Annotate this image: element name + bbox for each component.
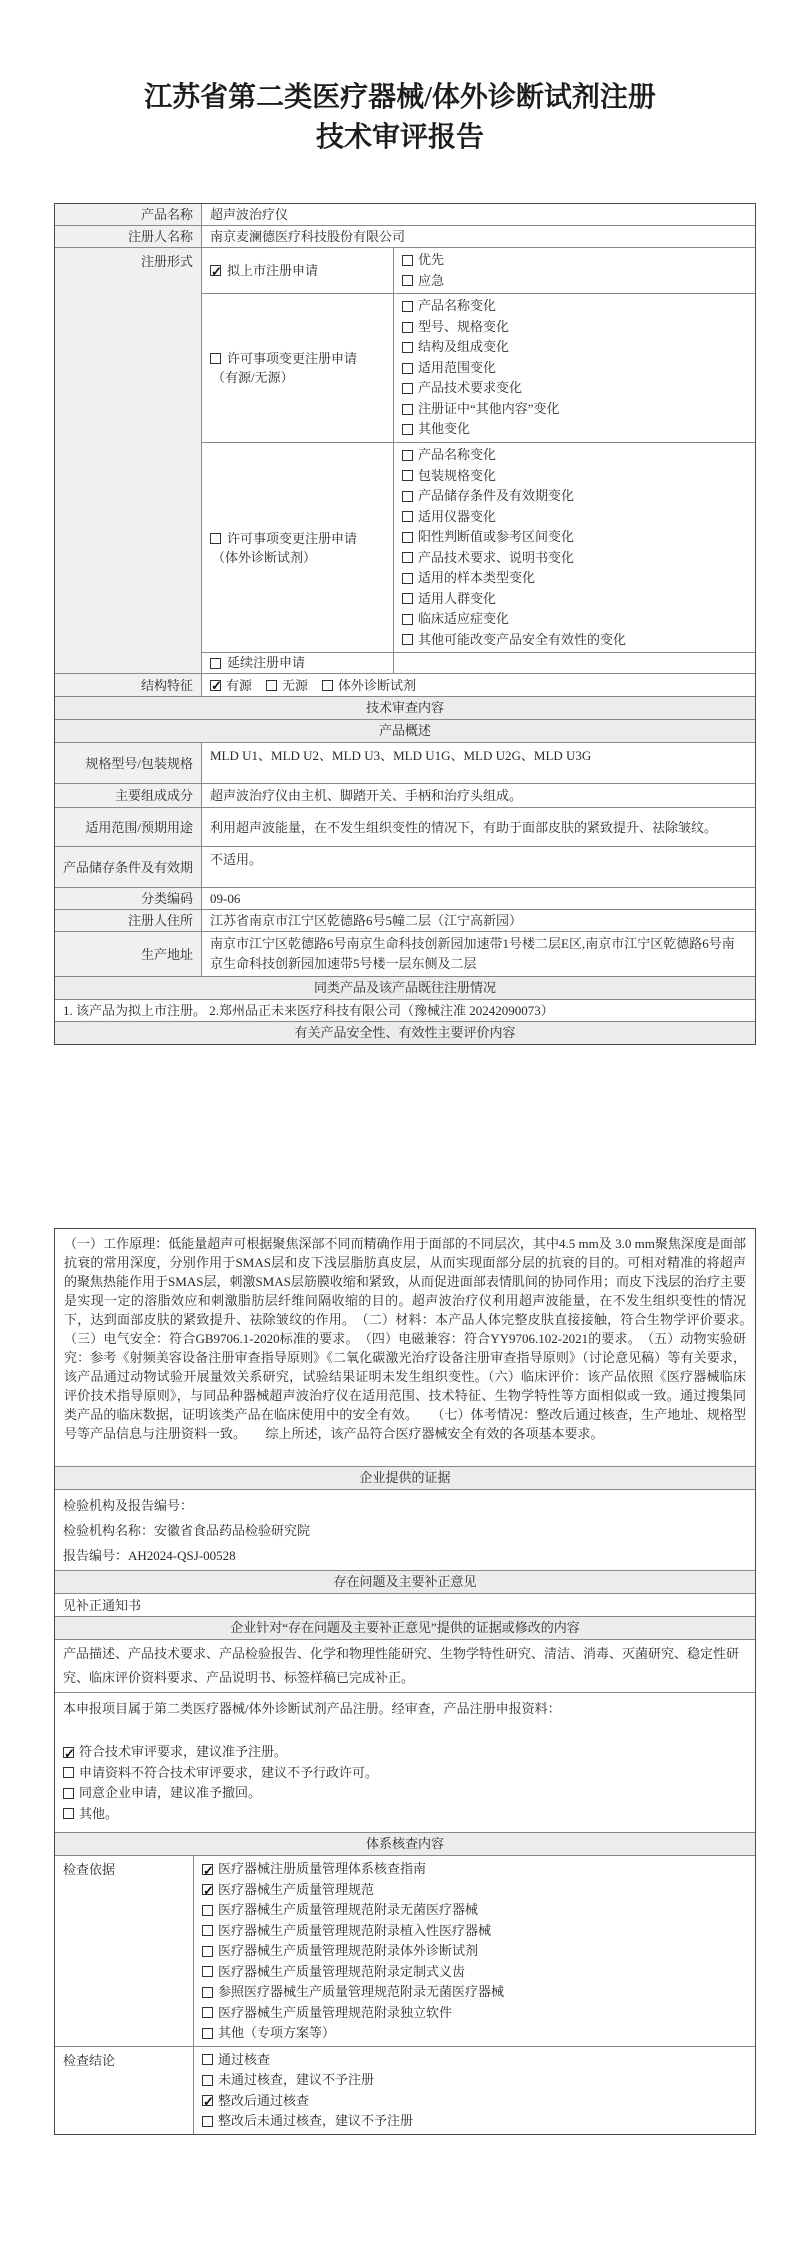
registration-info-table: [54, 203, 756, 1045]
section-header-issues: 存在问题及主要补正意见: [55, 1571, 755, 1593]
checkbox-option: [63, 1804, 747, 1825]
checkbox-label: 其他变化: [418, 421, 471, 437]
inspection-basis-label: 检查依据: [55, 1856, 194, 2046]
checkbox[interactable]: [402, 322, 413, 333]
evaluation-table: [54, 1228, 773, 2135]
reg-form-new-main: [202, 248, 394, 293]
section-header-system-inspection: 体系核查内容: [55, 1833, 755, 1855]
review-decision-intro: 本申报项目属于第二类医疗器械/体外诊断试剂产品注册。经审查，产品注册申报资料：: [63, 1701, 561, 1716]
checkbox[interactable]: [322, 680, 333, 691]
checkbox-label: 医疗器械生产质量管理规范: [218, 1881, 375, 1897]
checkbox-option: [402, 630, 747, 651]
reg-form-row-change-active: [202, 294, 755, 443]
inspection-basis-options: [194, 1856, 755, 2046]
production-address-label: 生产地址: [55, 932, 202, 976]
checkbox[interactable]: [202, 2075, 213, 2086]
class-code-value: 09-06: [210, 891, 241, 906]
checkbox[interactable]: [63, 1788, 74, 1799]
checkbox-label: 许可事项变更注册申请: [227, 530, 358, 546]
checkbox-label: 阳性判断值或参考区间变化: [418, 529, 575, 544]
table-row-inspection-info: [55, 1490, 755, 1571]
checkbox-label: 医疗器械生产质量管理规范附录植入性医疗器械: [218, 1922, 492, 1938]
reg-form-renewal-options: [394, 653, 755, 673]
table-row-spec: [55, 743, 755, 784]
structure-label: 结构特征: [55, 674, 202, 696]
checkbox[interactable]: [402, 552, 413, 563]
checkbox[interactable]: [402, 404, 413, 415]
checkbox-label: 产品技术要求、说明书变化: [418, 549, 575, 565]
page-title-line2: 技术审评报告: [315, 122, 484, 153]
checkbox-option: [402, 317, 747, 338]
checkbox-option: [402, 527, 747, 548]
checkbox[interactable]: [402, 275, 413, 286]
checkbox[interactable]: [402, 491, 413, 502]
structure-options: [202, 674, 755, 696]
checkbox-label: 临床适应症变化: [418, 611, 510, 626]
checkbox-option: [63, 1763, 747, 1784]
section-header-enterprise-response: 企业针对“存在问题及主要补正意见”提供的证据或修改的内容: [55, 1617, 755, 1639]
checkbox-option: [63, 1783, 747, 1804]
inspection-conclusion-label: 检查结论: [55, 2047, 194, 2134]
table-row-production-address: [55, 932, 755, 977]
issues-value: 见补正通知书: [63, 1597, 142, 1613]
checkbox-option: [202, 1962, 747, 1983]
checkbox-label: 医疗器械生产质量管理规范附录体外诊断试剂: [218, 1943, 479, 1958]
checkbox-label: 无源: [282, 677, 309, 693]
section-header-row: [55, 1467, 755, 1490]
section-header-enterprise-evidence: 企业提供的证据: [55, 1467, 755, 1489]
checkbox[interactable]: [210, 680, 221, 691]
review-decision-cell: [55, 1693, 755, 1832]
checkbox-label: 未通过核查，建议不予注册: [218, 2072, 375, 2087]
inspection-conclusion-options: [194, 2047, 755, 2134]
checkbox[interactable]: [402, 301, 413, 312]
checkbox-label: 同意企业申请，建议准予撤回。: [79, 1785, 262, 1800]
reg-form-change-ivd-main: [202, 443, 394, 652]
checkbox-option: [202, 1921, 747, 1942]
checkbox[interactable]: [402, 450, 413, 461]
product-name-value: 超声波治疗仪: [210, 207, 289, 222]
checkbox[interactable]: [402, 593, 413, 604]
section-header-technical-review: 技术审查内容: [55, 697, 755, 719]
checkbox[interactable]: [210, 353, 221, 364]
checkbox-option: [202, 1880, 747, 1901]
checkbox[interactable]: [402, 634, 413, 645]
checkbox-label: 适用的样本类型变化: [418, 570, 536, 585]
registration-form-subtable: [202, 248, 755, 673]
checkbox-label: 体外诊断试剂: [338, 677, 417, 693]
reg-form-new-options: [394, 248, 755, 293]
inspection-report-number-label: 检验机构及报告编号：: [63, 1498, 194, 1513]
checkbox-option: [402, 568, 747, 589]
checkbox-option: [322, 677, 416, 694]
page-title: [0, 78, 800, 158]
page-title-line1: 江苏省第二类医疗器械/体外诊断试剂注册: [144, 82, 656, 113]
checkbox-label: 申请资料不符合技术审评要求，建议不予行政许可。: [79, 1764, 379, 1780]
scope-label: 适用范围/预期用途: [55, 808, 202, 846]
checkbox[interactable]: [202, 2095, 213, 2106]
checkbox-option: [202, 2003, 747, 2024]
checkbox[interactable]: [402, 363, 413, 374]
checkbox-option: [402, 419, 747, 440]
storage-label: 产品储存条件及有效期: [55, 847, 202, 887]
reg-form-change-active-main: [202, 294, 394, 442]
checkbox-label: 符合技术审评要求，建议准予注册。: [79, 1744, 288, 1759]
table-row-storage: [55, 847, 755, 888]
checkbox[interactable]: [202, 2028, 213, 2039]
checkbox[interactable]: [210, 533, 221, 544]
storage-value: 不适用。: [210, 852, 263, 867]
checkbox[interactable]: [402, 383, 413, 394]
spec-label: 规格型号/包装规格: [55, 743, 202, 783]
reg-form-row-renewal: [202, 653, 755, 673]
checkbox-label: 医疗器械生产质量管理规范附录无菌医疗器械: [218, 1902, 479, 1917]
checkbox[interactable]: [402, 342, 413, 353]
checkbox-label: 其他（专项方案等）: [218, 2025, 336, 2040]
checkbox[interactable]: [202, 1884, 213, 1895]
checkbox-label: 医疗器械生产质量管理规范附录定制式义齿: [218, 1963, 466, 1979]
checkbox-label: 适用范围变化: [418, 359, 497, 375]
checkbox-option: [402, 296, 747, 317]
checkbox-sublabel: （体外诊断试剂）: [212, 549, 317, 565]
residence-value: 江苏省南京市江宁区乾德路6号5幢二层（江宁高新园）: [210, 913, 523, 928]
checkbox-option: [402, 486, 747, 507]
table-row-similar-products: [55, 1000, 755, 1022]
checkbox-option: [202, 1941, 747, 1962]
reg-form-renewal-main: [202, 653, 394, 673]
checkbox-label: 整改后未通过核查，建议不予注册: [218, 2113, 414, 2128]
checkbox[interactable]: [202, 2116, 213, 2127]
table-row-scope: [55, 808, 755, 847]
product-name-label: 产品名称: [55, 204, 202, 225]
checkbox-option: [402, 589, 747, 610]
checkbox[interactable]: [63, 1767, 74, 1778]
similar-products-value: 1. 该产品为拟上市注册。 2.郑州品正未来医疗科技有限公司（豫械注准 20242090073）: [63, 1003, 554, 1018]
checkbox-label: 其他。: [79, 1805, 119, 1821]
checkbox-label: 产品技术要求变化: [418, 380, 523, 396]
table-row-inspection-conclusion: [55, 2047, 755, 2134]
checkbox-option: [402, 250, 747, 271]
checkbox-option: [202, 2070, 747, 2091]
enterprise-response-value: 产品描述、产品技术要求、产品检验报告、化学和物理性能研究、生物学特性研究、清洁、消毒、灭菌研究、稳定性研究、临床评价资料要求、产品说明书、标签样稿已完成补正。: [63, 1646, 740, 1685]
checkbox[interactable]: [402, 614, 413, 625]
checkbox-option: [402, 548, 747, 569]
checkbox-option: [210, 677, 252, 694]
residence-label: 注册人住所: [55, 910, 202, 931]
checkbox-label: 整改后通过核查: [218, 2092, 310, 2108]
checkbox-option: [402, 399, 747, 420]
table-row-enterprise-response: [55, 1640, 755, 1693]
checkbox-label: 许可事项变更注册申请: [227, 351, 358, 366]
checkbox[interactable]: [202, 1966, 213, 1977]
checkbox[interactable]: [402, 255, 413, 266]
checkbox[interactable]: [402, 424, 413, 435]
blank-line: [63, 1720, 747, 1742]
registration-form-label: 注册形式: [55, 248, 202, 673]
checkbox-option: [202, 2023, 747, 2044]
section-header-row: [55, 1617, 755, 1640]
checkbox[interactable]: [402, 573, 413, 584]
checkbox[interactable]: [202, 1946, 213, 1957]
checkbox[interactable]: [202, 1987, 213, 1998]
table-row-evaluation-text: [55, 1229, 773, 1467]
checkbox-label: 延续注册申请: [227, 655, 306, 670]
checkbox-label: 结构及组成变化: [418, 339, 510, 355]
checkbox-option: [266, 677, 308, 694]
checkbox-option: [202, 2050, 747, 2071]
table-row-product-name: [55, 204, 755, 226]
checkbox[interactable]: [202, 1905, 213, 1916]
table-row-class-code: [55, 888, 755, 910]
checkbox-option: [402, 445, 747, 466]
section-header-row: [55, 977, 755, 1000]
table-row-inspection-basis: [55, 1856, 755, 2047]
checkbox-label: 通过核查: [218, 2051, 271, 2067]
checkbox-label: 型号、规格变化: [418, 318, 510, 334]
table-row-registration-form: [55, 248, 755, 674]
table-row-review-decision: [55, 1693, 755, 1833]
checkbox-label: 产品名称变化: [418, 447, 497, 462]
checkbox-sublabel: （有源/无源）: [212, 370, 294, 385]
checkbox[interactable]: [402, 532, 413, 543]
checkbox-option: [402, 271, 747, 292]
checkbox-option: [202, 2091, 747, 2112]
checkbox-label: 包装规格变化: [418, 467, 497, 483]
reg-form-row-new: [202, 248, 755, 294]
registrant-value: 南京麦澜德医疗科技股份有限公司: [210, 229, 406, 244]
section-header-safety-evaluation: 有关产品安全性、有效性主要评价内容: [55, 1022, 755, 1044]
checkbox-option: [402, 507, 747, 528]
production-address-value: 南京市江宁区乾德路6号南京生命科技创新园加速带1号楼二层E区,南京市江宁区乾德路6号南京生命科技创新园加速带5号楼一层东侧及二层: [210, 936, 735, 971]
checkbox-label: 参照医疗器械生产质量管理规范附录无菌医疗器械: [218, 1984, 505, 1999]
table-row-structure: [55, 674, 755, 697]
checkbox-option: [202, 1982, 747, 2003]
inspection-report-number: 报告编号：AH2024-QSJ-00528: [63, 1548, 236, 1563]
class-code-label: 分类编码: [55, 888, 202, 909]
components-value: 超声波治疗仪由主机、脚踏开关、手柄和治疗头组成。: [210, 788, 523, 803]
section-header-row: [55, 1571, 755, 1594]
checkbox-label: 医疗器械生产质量管理规范附录独立软件: [218, 2004, 453, 2020]
section-header-row: [55, 697, 755, 720]
checkbox-label: 有源: [226, 677, 253, 693]
checkbox-option: [402, 337, 747, 358]
checkbox-option: [202, 2111, 747, 2132]
checkbox-option: [202, 1900, 747, 1921]
checkbox-label: 注册证中“其他内容”变化: [418, 400, 560, 416]
evaluation-text: （一）工作原理：低能量超声可根据聚焦深部不同而精确作用于面部的不同层次，其中4.5 mm及 3.0 mm聚焦深度是面部抗衰的常用深度，分别作用于SMAS层和皮下浅层脂肪真皮层，从而实现面部分层的抗衰的目的。可相对精准的将超声的聚焦热能作用于SMAS层，刺激SMAS层筋膜收缩和紧致，从而促进面部表情肌间的协同作用；而皮下浅层的治疗主要是实现一定的溶脂效应和刺激脂肪层纤维间隔收缩的目的。超声波治疗仪利用超声波能量，在不发生组织变性的情况下，达到面部皮肤的紧致提升、祛除皱纹的作用。 （二）材料：本产品人体完整皮肤直接接触，符合生物学评价要求。 （三）电气安全：符合GB9706.1-2020标准的要求。 （四）电磁兼容：符合YY9706.102-2021的要求。 （五）动物实验研究：参考《射频美容设备注册审查指导原则》《二氧化碳激光治疗设备注册审查指导原则》（讨论意见稿）等有关要求，该产品通过动物试验开展量效关系研究，试验结果证明未发生组织变性。（六）临床评价：该产品依照《医疗器械临床评价技术指导原则》，与同品种器械超声波治疗仪在适用范围、技术特征、生物学特性等方面相似或一致。通过搜集同类产品的临床数据，证明该类产品在临床使用中的安全有效。 （七）体考情况：整改后通过核查，生产地址、规格型号等产品信息与注册资料一致。 综上所述，该产品符合医疗器械安全有效的各项基本要求。: [64, 1236, 773, 1441]
section-header-similar-products: 同类产品及该产品既往注册情况: [55, 977, 755, 999]
checkbox[interactable]: [266, 680, 277, 691]
table-row-components: [55, 784, 755, 808]
checkbox[interactable]: [63, 1747, 74, 1758]
reg-form-change-ivd-options: [394, 443, 755, 652]
scope-value: 利用超声波能量，在不发生组织变性的情况下，有助于面部皮肤的紧致提升、祛除皱纹。: [210, 819, 718, 835]
registrant-label: 注册人名称: [55, 226, 202, 247]
checkbox[interactable]: [210, 265, 221, 276]
checkbox[interactable]: [402, 470, 413, 481]
checkbox-label: 产品名称变化: [418, 298, 497, 314]
checkbox-option: [402, 609, 747, 630]
checkbox-option: [63, 1742, 747, 1763]
spec-value: MLD U1、MLD U2、MLD U3、MLD U1G、MLD U2G、MLD U3G: [210, 748, 592, 763]
checkbox[interactable]: [202, 2054, 213, 2065]
section-header-row: [55, 1833, 755, 1856]
components-label: 主要组成成分: [55, 784, 202, 807]
checkbox-label: 适用仪器变化: [418, 508, 497, 524]
table-row-residence: [55, 910, 755, 932]
checkbox-option: [402, 466, 747, 487]
section-header-product-overview: 产品概述: [55, 720, 755, 742]
checkbox-option: [402, 378, 747, 399]
section-header-row: [55, 1022, 755, 1044]
checkbox[interactable]: [210, 658, 221, 669]
checkbox-option: [402, 358, 747, 379]
checkbox[interactable]: [202, 2007, 213, 2018]
section-header-row: [55, 720, 755, 743]
reg-form-change-active-options: [394, 294, 755, 442]
checkbox-option: [202, 1859, 747, 1880]
checkbox[interactable]: [402, 511, 413, 522]
checkbox-label: 优先: [418, 252, 445, 267]
table-row-registrant: [55, 226, 755, 248]
checkbox-label: 适用人群变化: [418, 590, 497, 606]
checkbox-label: 拟上市注册申请: [227, 263, 319, 278]
checkbox-label: 产品储存条件及有效期变化: [418, 488, 575, 503]
table-row-issues: [55, 1594, 755, 1617]
checkbox-label: 医疗器械注册质量管理体系核查指南: [218, 1861, 427, 1876]
checkbox-label: 其他可能改变产品安全有效性的变化: [418, 631, 627, 647]
checkbox[interactable]: [63, 1808, 74, 1819]
reg-form-row-change-ivd: [202, 443, 755, 653]
checkbox[interactable]: [202, 1925, 213, 1936]
checkbox[interactable]: [202, 1864, 213, 1875]
checkbox-label: 应急: [418, 272, 445, 288]
inspection-agency-name: 检验机构名称：安徽省食品药品检验研究院: [63, 1523, 311, 1538]
